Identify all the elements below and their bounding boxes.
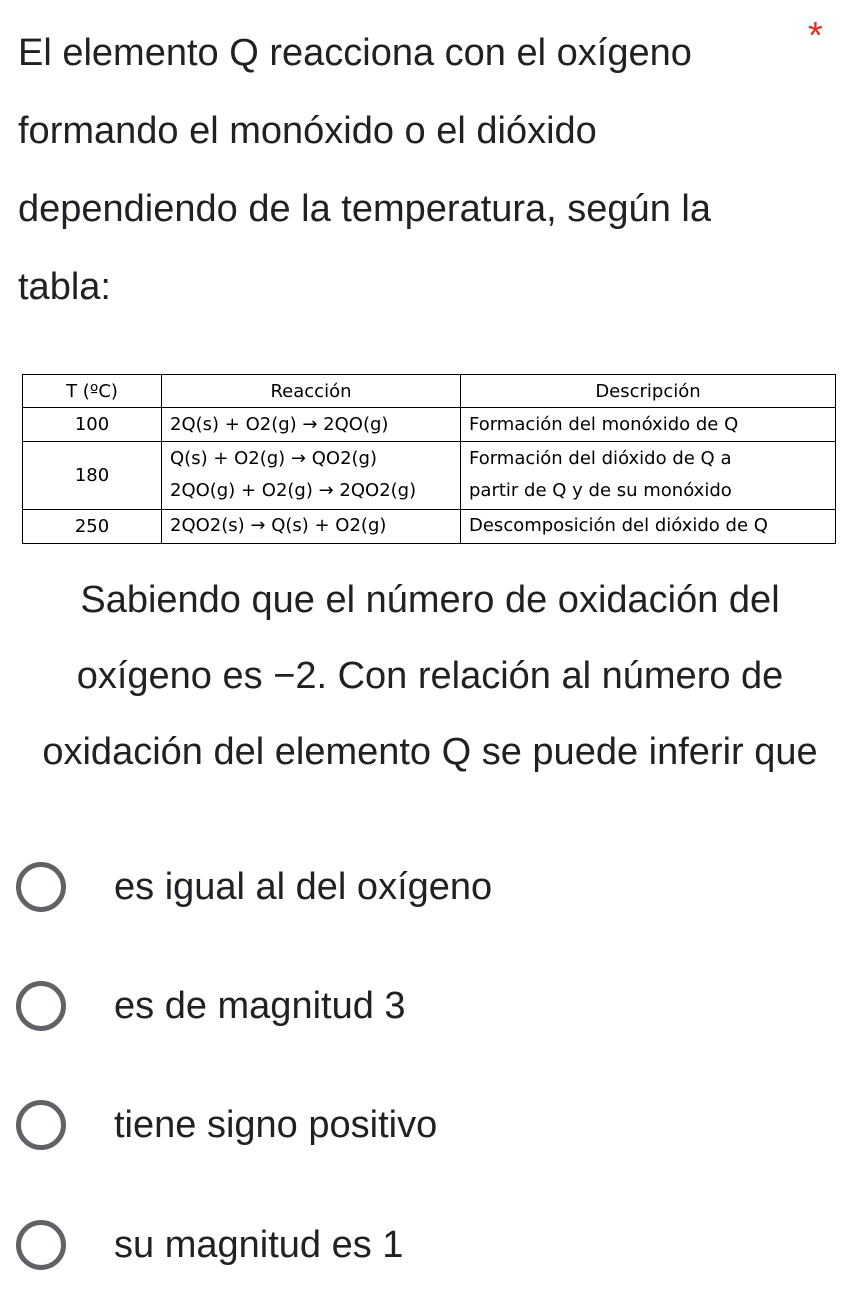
cell-description — [461, 509, 836, 543]
description-text: partir de Q y de su monóxido — [469, 480, 732, 502]
header-description: Descripción — [461, 375, 836, 408]
cell-temperature: 100 — [23, 408, 162, 442]
table-header-row — [23, 375, 836, 408]
reaction-equation: 2QO(g) + O2(g) → 2QO2(g) — [170, 480, 417, 502]
cell-reaction — [162, 509, 461, 543]
table-row — [23, 509, 836, 543]
option-label: su magnitud es 1 — [114, 1224, 404, 1266]
option-4[interactable] — [16, 1214, 403, 1276]
radio-button-icon[interactable] — [16, 862, 66, 912]
cell-temperature: 180 — [23, 442, 162, 509]
cell-description — [461, 442, 836, 509]
option-label: es igual al del oxígeno — [114, 866, 493, 908]
question-body-text: Sabiendo que el número de oxidación del oxígeno es −2. Con relación al número de oxidación del elemento Q se puede inferir que — [42, 579, 818, 773]
description-text: Descomposición del dióxido de Q — [469, 515, 768, 537]
option-1[interactable] — [16, 856, 492, 918]
required-asterisk: * — [808, 15, 823, 57]
cell-reaction — [162, 442, 461, 509]
cell-reaction — [162, 408, 461, 442]
reaction-equation: 2QO2(s) → Q(s) + O2(g) — [170, 515, 387, 537]
question-text: El elemento Q reacciona con el oxígeno formando el monóxido o el dióxido dependiendo de la temperatura, según la tabla: — [18, 32, 711, 308]
option-label: tiene signo positivo — [114, 1104, 438, 1146]
radio-button-icon[interactable] — [16, 1220, 66, 1270]
header-temperature: T (ºC) — [23, 375, 162, 408]
cell-temperature: 250 — [23, 509, 162, 543]
reaction-equation: 2Q(s) + O2(g) → 2QO(g) — [170, 413, 389, 435]
reaction-table — [22, 374, 836, 544]
reaction-equation: Q(s) + O2(g) → QO2(g) — [170, 448, 377, 470]
option-3[interactable] — [16, 1094, 437, 1156]
option-label: es de magnitud 3 — [114, 985, 406, 1027]
option-2[interactable] — [16, 975, 406, 1037]
description-text: Formación del dióxido de Q a — [469, 448, 732, 470]
cell-description — [461, 408, 836, 442]
reaction-table-image — [22, 374, 836, 544]
table-row — [23, 408, 836, 442]
radio-button-icon[interactable] — [16, 1100, 66, 1150]
description-text: Formación del monóxido de Q — [469, 413, 739, 435]
header-reaction: Reacción — [162, 375, 461, 408]
table-row — [23, 442, 836, 509]
radio-button-icon[interactable] — [16, 981, 66, 1031]
